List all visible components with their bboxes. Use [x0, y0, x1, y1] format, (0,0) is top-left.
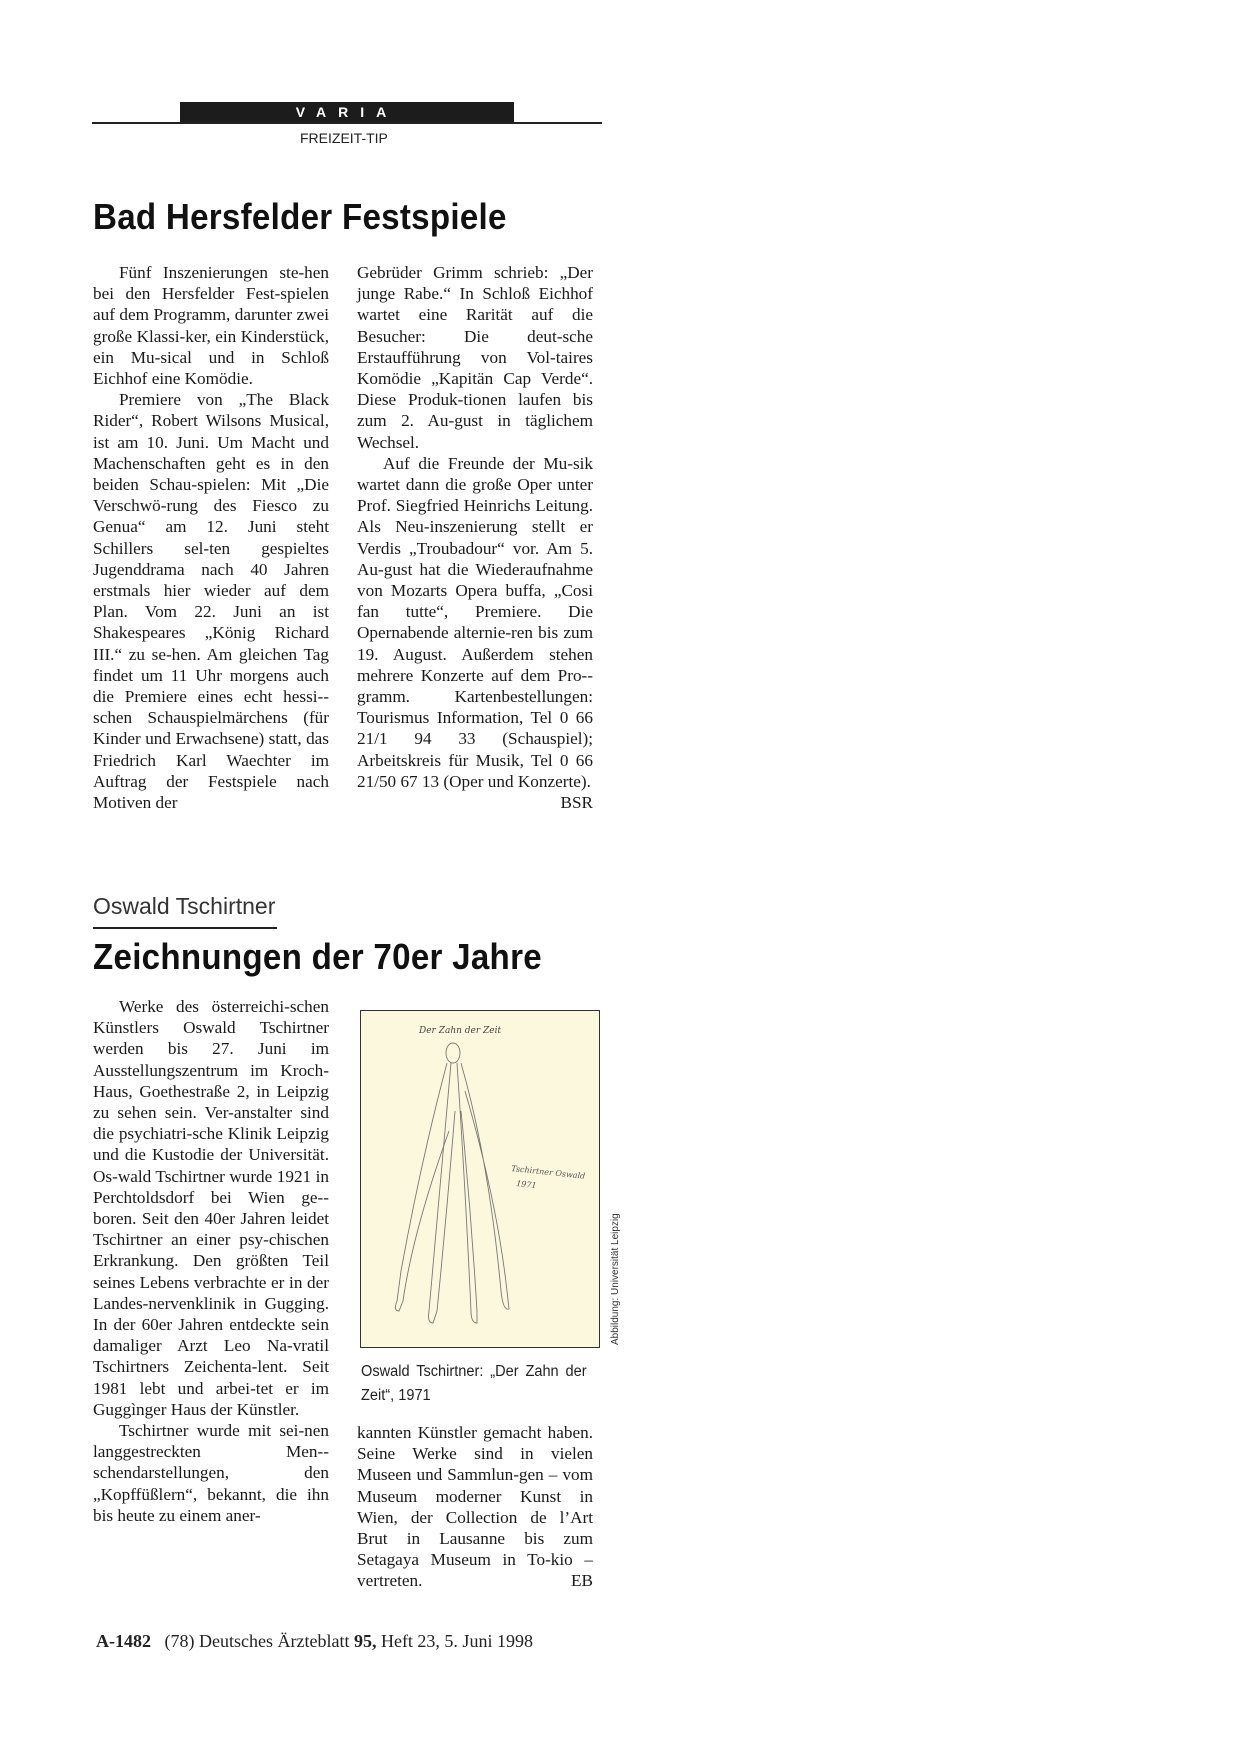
article1-paragraph: Premiere von „The Black Rider“, Robert Wilsons Musical, ist am 10. Juni. Um Macht und Machenschaften geht es in den beiden Schau-spielen: Mit „Die Verschwö-rung des Fiesco zu Genua“ am 12. Juni steht Schillers sel-ten gespieltes Jugenddrama nach 40 Jahren erstmals hier wieder auf dem Plan. Vom 22. Juni an ist Shakespeares „König Richard III.“ zu se-hen. Am gleichen Tag findet um 11 Uhr morgens auch die Premiere eines echt hessi-schen Schauspielmärchens (für Kinder und Erwachsene) statt, das Friedrich Karl Waechter im Auftrag der Festspiele nach Motiven der: [93, 390, 329, 813]
article2-column-2: [357, 1422, 593, 1592]
author-rule: [93, 927, 277, 929]
article1-paragraph: Fünf Inszenierungen ste-hen bei den Hersfelder Fest-spielen auf dem Programm, darunter zwei große Klassi-ker, ein Kinderstück, ein Mu-sical und in Schloß Eichhof eine Komödie.: [93, 263, 329, 389]
figure-handwritten-title: Der Zahn der Zeit: [419, 1026, 502, 1036]
article1-column-1: [93, 262, 329, 813]
header-rule: [92, 122, 602, 124]
figure-drawing-svg: [361, 1011, 599, 1347]
article2-paragraph: [357, 1422, 593, 1592]
footer-page-number: (78): [164, 1631, 195, 1651]
article-title-festspiele: Bad Hersfelder Festspiele: [93, 196, 507, 237]
section-bar: [180, 102, 514, 123]
article2-paragraph: Werke des österreichi-schen Künstlers Oswald Tschirtner werden bis 27. Juni im Ausstellungszentrum im Kroch-Haus, Goethestraße 2, in Leipzig zu sehen sein. Ver-anstalter sind die psychiatri-sche Klinik Leipzig und die Kustodie der Universität. Os-wald Tschirtner wurde 1921 in Perchtoldsdorf bei Wien ge-boren. Seit den 40er Jahren leidet Tschirtner an einer psy-chischen Erkrankung. Den größten Teil seines Lebens verbrachte er in der Landes-nervenklinik in Gugging. In der 60er Jahren entdeckte sein damaliger Arzt Leo Na-vratil Tschirtners Zeichenta-lent. Seit 1981 lebt und arbei-tet er im Guggìnger Haus der Künstler.: [93, 997, 329, 1419]
article1-paragraph-text: Auf die Freunde der Mu-sik wartet dann die große Oper unter Prof. Siegfried Heinrichs Leitung. Als Neu-inszenierung stellt er Verdis „Troubadour“ vor. Am 5. Au-gust hat die Wiederaufnahme von Mozarts Opera buffa, „Cosi fan tutte“, Premiere. Die Opernabende alternie-ren bis zum 19. August. Außerdem stehen mehrere Konzerte auf dem Pro-gramm. Kartenbestellungen: Tourismus Information, Tel 0 66 21/1 94 33 (Schauspiel); Arbeitskreis für Musik, Tel 0 66 21/50 67 13 (Oper und Konzerte).: [357, 453, 593, 791]
figure-caption: Oswald Tschirtner: „Der Zahn der Zeit“, 1971: [361, 1363, 587, 1404]
artwork-drawing: [360, 1010, 600, 1348]
footer-journal: Deutsches Ärzteblatt: [199, 1631, 350, 1651]
page-footer: [96, 1631, 533, 1652]
footer-issue: Heft 23, 5. Juni 1998: [380, 1631, 533, 1651]
article2-author: Oswald Tschirtner: [93, 893, 276, 919]
article2-signature: EB: [571, 1571, 593, 1591]
article1-signature: BSR: [560, 793, 593, 813]
figure-credit: Abbildung: Universität Leipzig: [610, 1213, 621, 1345]
footer-volume: 95,: [353, 1631, 377, 1651]
subsection-label: FREIZEIT-TIP: [300, 130, 388, 146]
article1-paragraph: [357, 453, 593, 813]
section-label: VARIA: [295, 104, 399, 120]
article-title-zeichnungen: Zeichnungen der 70er Jahre: [93, 936, 542, 977]
figure-figure-lines: [395, 1043, 509, 1323]
article1-column-2: [357, 262, 593, 813]
figure-handwritten-signature: Tschirtner Oswald: [510, 1164, 586, 1181]
figure-handwritten-year: 1971: [515, 1179, 537, 1191]
article2-paragraph: Tschirtner wurde mit sei-nen langgestreckten Men-schendarstellungen, den „Kopffüßlern“, bekannt, die ihn bis heute zu einem aner-: [93, 1421, 329, 1525]
article2-column-1: [93, 996, 329, 1526]
article1-paragraph: Gebrüder Grimm schrieb: „Der junge Rabe.“ In Schloß Eichhof wartet eine Rarität auf die Besucher: Die deut-sche Erstaufführung von Vol-taires Komödie „Kapitän Cap Verde“. Diese Produk-tionen laufen bis zum 2. Au-gust in täglichem Wechsel.: [357, 263, 593, 452]
article2-paragraph-text: kannten Künstler gemacht haben. Seine Werke sind in vielen Museen und Sammlun-gen – vom Museum moderner Kunst in Wien, der Collection de l’Art Brut in Lausanne bis zum Setagaya Museum in To-kio – vertreten.: [357, 1423, 593, 1591]
footer-page: A-1482: [96, 1631, 151, 1651]
